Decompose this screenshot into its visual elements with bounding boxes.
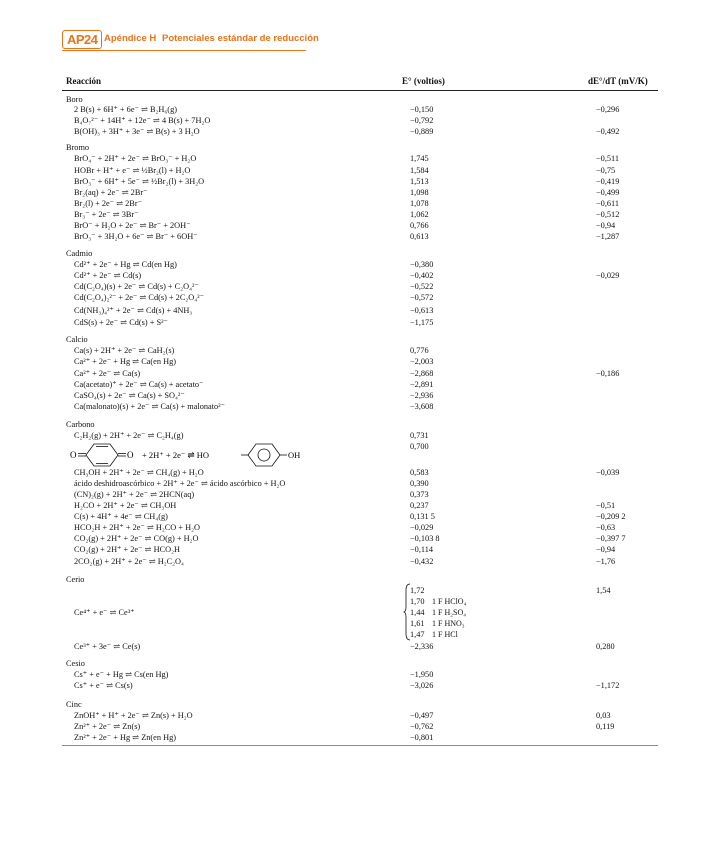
e0-cell: 0,700	[410, 442, 429, 451]
dedt-cell: −0,611	[596, 199, 620, 208]
dedt-cell: −0,419	[596, 177, 620, 186]
reaction-cell: Br₂(aq) + 2e⁻ ⇌ 2Br⁻	[74, 188, 148, 197]
group-heading-cesio: Cesio	[66, 659, 85, 668]
group-heading-cerio: Cerio	[66, 575, 85, 584]
reaction-cell: (CN)₂(g) + 2H⁺ + 2e⁻ ⇌ 2HCN(aq)	[74, 490, 195, 499]
column-header-e0: E° (voltios)	[402, 76, 445, 86]
page-header	[62, 30, 319, 51]
condition-cell: 1 F HCl	[432, 630, 458, 639]
dedt-cell: −1,76	[596, 557, 616, 566]
column-header-dedt: dE°/dT (mV/K)	[588, 76, 648, 86]
reaction-cell: Zn²⁺ + 2e⁻ + Hg ⇌ Zn(en Hg)	[74, 733, 176, 742]
dedt-cell: 1,54	[596, 586, 611, 595]
e0-cell: 0,131 5	[410, 512, 435, 521]
e0-cell: 0,613	[410, 232, 429, 241]
dedt-cell: −0,75	[596, 166, 616, 175]
reaction-cell: B₄O₇²⁻ + 14H⁺ + 12e⁻ ⇌ 4 B(s) + 7H₂O	[74, 116, 211, 125]
reaction-cell: Cd(C₂O₄)₂²⁻ + 2e⁻ ⇌ Cd(s) + 2C₂O₄²⁻	[74, 293, 205, 302]
reaction-cell: 2CO₂(g) + 2H⁺ + 2e⁻ ⇌ H₂C₂O₄	[74, 557, 184, 566]
e0-cell: −0,150	[410, 105, 434, 114]
e0-cell: −2,336	[410, 642, 434, 651]
e0-cell: −0,432	[410, 557, 434, 566]
reaction-cell: Ce³⁺ + 3e⁻ ⇌ Ce(s)	[74, 642, 141, 651]
reaction-cell: Ca²⁺ + 2e⁻ ⇌ Ca(s)	[74, 369, 141, 378]
e0-cell: −0,380	[410, 260, 434, 269]
group-heading-calcio: Calcio	[66, 335, 88, 344]
reaction-cell: ZnOH⁺ + H⁺ + 2e⁻ ⇌ Zn(s) + H₂O	[74, 711, 193, 720]
condition-cell: 1 F HClO₄	[432, 597, 467, 606]
reaction-cell: Cd(NH₃)₄²⁺ + 2e⁻ ⇌ Cd(s) + 4NH₃	[74, 306, 193, 315]
reaction-cell: Ce⁴⁺ + e⁻ ⇌ Ce³⁺	[74, 608, 135, 617]
reaction-cell: Ca²⁺ + 2e⁻ + Hg ⇌ Ca(en Hg)	[74, 357, 176, 366]
reaction-cell: Cd²⁺ + 2e⁻ + Hg ⇌ Cd(en Hg)	[74, 260, 177, 269]
dedt-cell: −0,029	[596, 271, 620, 280]
quinone-reaction-structure	[70, 438, 320, 472]
reaction-cell: Cd²⁺ + 2e⁻ ⇌ Cd(s)	[74, 271, 142, 280]
dedt-cell: −0,63	[596, 523, 616, 532]
dedt-cell: −0,492	[596, 127, 620, 136]
header-rule	[62, 90, 658, 91]
reaction-cell: H₂CO + 2H⁺ + 2e⁻ ⇌ CH₃OH	[74, 501, 177, 510]
e0-cell: −0,801	[410, 733, 434, 742]
condition-cell: 1 F H₂SO₄	[432, 608, 467, 617]
condition-cell: 1 F HNO₃	[432, 619, 465, 628]
page-number-badge: AP24	[62, 30, 102, 49]
e0-cell: −0,029	[410, 523, 434, 532]
dedt-cell: 0,280	[596, 642, 615, 651]
dedt-cell: −1,172	[596, 681, 620, 690]
reaction-cell: Ca(malonato)(s) + 2e⁻ ⇌ Ca(s) + malonato²⁻	[74, 402, 226, 411]
e0-cell: 1,078	[410, 199, 429, 208]
quinone-ring	[86, 444, 118, 466]
e0-cell: −2,891	[410, 380, 434, 389]
reaction-cell: 2 B(s) + 6H⁺ + 6e⁻ ⇌ B₂H₆(g)	[74, 105, 177, 114]
reaction-cell: Cs⁺ + e⁻ + Hg ⇌ Cs(en Hg)	[74, 670, 169, 679]
group-heading-cinc: Cinc	[66, 700, 82, 709]
e0-cell: −0,889	[410, 127, 434, 136]
dedt-cell: −0,51	[596, 501, 616, 510]
reaction-cell: BrO₃⁻ + 6H⁺ + 5e⁻ ⇌ ½Br₂(l) + 3H₂O	[74, 177, 205, 186]
e0-cell: 1,47	[410, 630, 425, 639]
e0-cell: 0,373	[410, 490, 429, 499]
e0-cell: 0,766	[410, 221, 429, 230]
e0-cell: −3,608	[410, 402, 434, 411]
e0-cell: −0,114	[410, 545, 434, 554]
e0-cell: 1,584	[410, 166, 429, 175]
e0-cell: 1,745	[410, 154, 429, 163]
e0-cell: 0,583	[410, 468, 429, 477]
e0-cell: −2,868	[410, 369, 434, 378]
reaction-cell: C(s) + 4H⁺ + 4e⁻ ⇌ CH₄(g)	[74, 512, 168, 521]
e0-cell: 1,61	[410, 619, 425, 628]
reaction-cell: CO₂(g) + 2H⁺ + 2e⁻ ⇌ CO(g) + H₂O	[74, 534, 199, 543]
dedt-cell: −0,186	[596, 369, 620, 378]
column-header-reaction: Reacción	[66, 76, 101, 86]
group-heading-cadmio: Cadmio	[66, 249, 93, 258]
reaction-cell: B(OH)₃ + 3H⁺ + 3e⁻ ⇌ B(s) + 3 H₂O	[74, 127, 200, 136]
e0-cell: −0,497	[410, 711, 434, 720]
appendix-label: Apéndice H	[104, 33, 157, 44]
e0-cell: −3,026	[410, 681, 434, 690]
dedt-cell: −0,512	[596, 210, 620, 219]
dedt-cell: −0,397 7	[596, 534, 626, 543]
dedt-cell: −0,499	[596, 188, 620, 197]
dedt-cell: −1,287	[596, 232, 620, 241]
dedt-cell: −0,209 2	[596, 512, 626, 521]
reaction-cell: Cd(C₂O₄)(s) + 2e⁻ ⇌ Cd(s) + C₂O₄²⁻	[74, 282, 199, 291]
reaction-cell: HOBr + H⁺ + e⁻ ⇌ ½Br₂(l) + H₂O	[74, 166, 191, 175]
dedt-cell: 0,03	[596, 711, 611, 720]
reaction-cell: BrO₄⁻ + 2H⁺ + 2e⁻ ⇌ BrO₃⁻ + H₂O	[74, 154, 197, 163]
e0-cell: −2,003	[410, 357, 434, 366]
e0-cell: 0,776	[410, 346, 429, 355]
dedt-cell: −0,039	[596, 468, 620, 477]
reaction-cell: CH₃OH + 2H⁺ + 2e⁻ ⇌ CH₄(g) + H₂O	[74, 468, 204, 477]
e0-cell: −0,572	[410, 293, 434, 302]
quinone-oxygen-left: O	[70, 450, 77, 460]
reaction-cell: Cs⁺ + e⁻ ⇌ Cs(s)	[74, 681, 133, 690]
dedt-cell: −0,511	[596, 154, 620, 163]
appendix-title: Potenciales estándar de reducción	[162, 33, 319, 44]
e0-cell: 1,70	[410, 597, 425, 606]
reaction-cell: BrO⁻ + H₂O + 2e⁻ ⇌ Br⁻ + 2OH⁻	[74, 221, 191, 230]
e0-cell: −1,950	[410, 670, 434, 679]
table-bottom-rule	[62, 745, 658, 746]
dedt-cell: −0,94	[596, 545, 616, 554]
e0-cell: 0,731	[410, 431, 429, 440]
e0-cell: 1,44	[410, 608, 425, 617]
e0-cell: −1,175	[410, 318, 434, 327]
reaction-cell: CO₂(g) + 2H⁺ + 2e⁻ ⇌ HCO₂H	[74, 545, 180, 554]
e0-cell: 1,513	[410, 177, 429, 186]
reaction-cell: BrO₃⁻ + 3H₂O + 6e⁻ ⇌ Br⁻ + 6OH⁻	[74, 232, 198, 241]
e0-cell: −0,613	[410, 306, 434, 315]
aromatic-circle	[258, 449, 270, 461]
reaction-cell: Zn²⁺ + 2e⁻ ⇌ Zn(s)	[74, 722, 141, 731]
reaction-cell: C₂H₂(g) + 2H⁺ + 2e⁻ ⇌ C₂H₄(g)	[74, 431, 184, 440]
e0-cell: −0,402	[410, 271, 434, 280]
group-heading-carbono: Carbono	[66, 420, 95, 429]
dedt-cell: −0,296	[596, 105, 620, 114]
e0-cell: 1,72	[410, 586, 425, 595]
e0-cell: 1,098	[410, 188, 429, 197]
reaction-cell: Ca(s) + 2H⁺ + 2e⁻ ⇌ CaH₂(s)	[74, 346, 175, 355]
reaction-cell: Ca(acetato)⁺ + 2e⁻ ⇌ Ca(s) + acetato⁻	[74, 380, 204, 389]
group-heading-boro: Boro	[66, 95, 83, 104]
reaction-cell: CdS(s) + 2e⁻ ⇌ Cd(s) + S²⁻	[74, 318, 168, 327]
e0-cell: −0,762	[410, 722, 434, 731]
hydroquinone-ring	[248, 444, 280, 466]
dedt-cell: −0,94	[596, 221, 616, 230]
quinone-oxygen-right: O	[127, 450, 134, 460]
e0-cell: −0,103 8	[410, 534, 440, 543]
e0-cell: 1,062	[410, 210, 429, 219]
reaction-cell: Br₂(l) + 2e⁻ ⇌ 2Br⁻	[74, 199, 142, 208]
reaction-cell: CaSO₄(s) + 2e⁻ ⇌ Ca(s) + SO₄²⁻	[74, 391, 185, 400]
dedt-cell: 0,119	[596, 722, 615, 731]
reaction-cell: HCO₂H + 2H⁺ + 2e⁻ ⇌ H₂CO + H₂O	[74, 523, 201, 532]
hydroxyl-label: OH	[288, 450, 301, 460]
e0-cell: 0,237	[410, 501, 429, 510]
e0-cell: −0,522	[410, 282, 434, 291]
e0-cell: −0,792	[410, 116, 434, 125]
reaction-cell: Br₃⁻ + 2e⁻ ⇌ 3Br⁻	[74, 210, 139, 219]
group-heading-bromo: Bromo	[66, 143, 90, 152]
quinone-reaction-text: + 2H⁺ + 2e⁻ ⇌ HO	[142, 450, 209, 460]
e0-cell: 0,390	[410, 479, 429, 488]
e0-cell: −2,936	[410, 391, 434, 400]
reaction-cell: ácido deshidroascórbico + 2H⁺ + 2e⁻ ⇌ ácido ascórbico + H₂O	[74, 479, 286, 488]
